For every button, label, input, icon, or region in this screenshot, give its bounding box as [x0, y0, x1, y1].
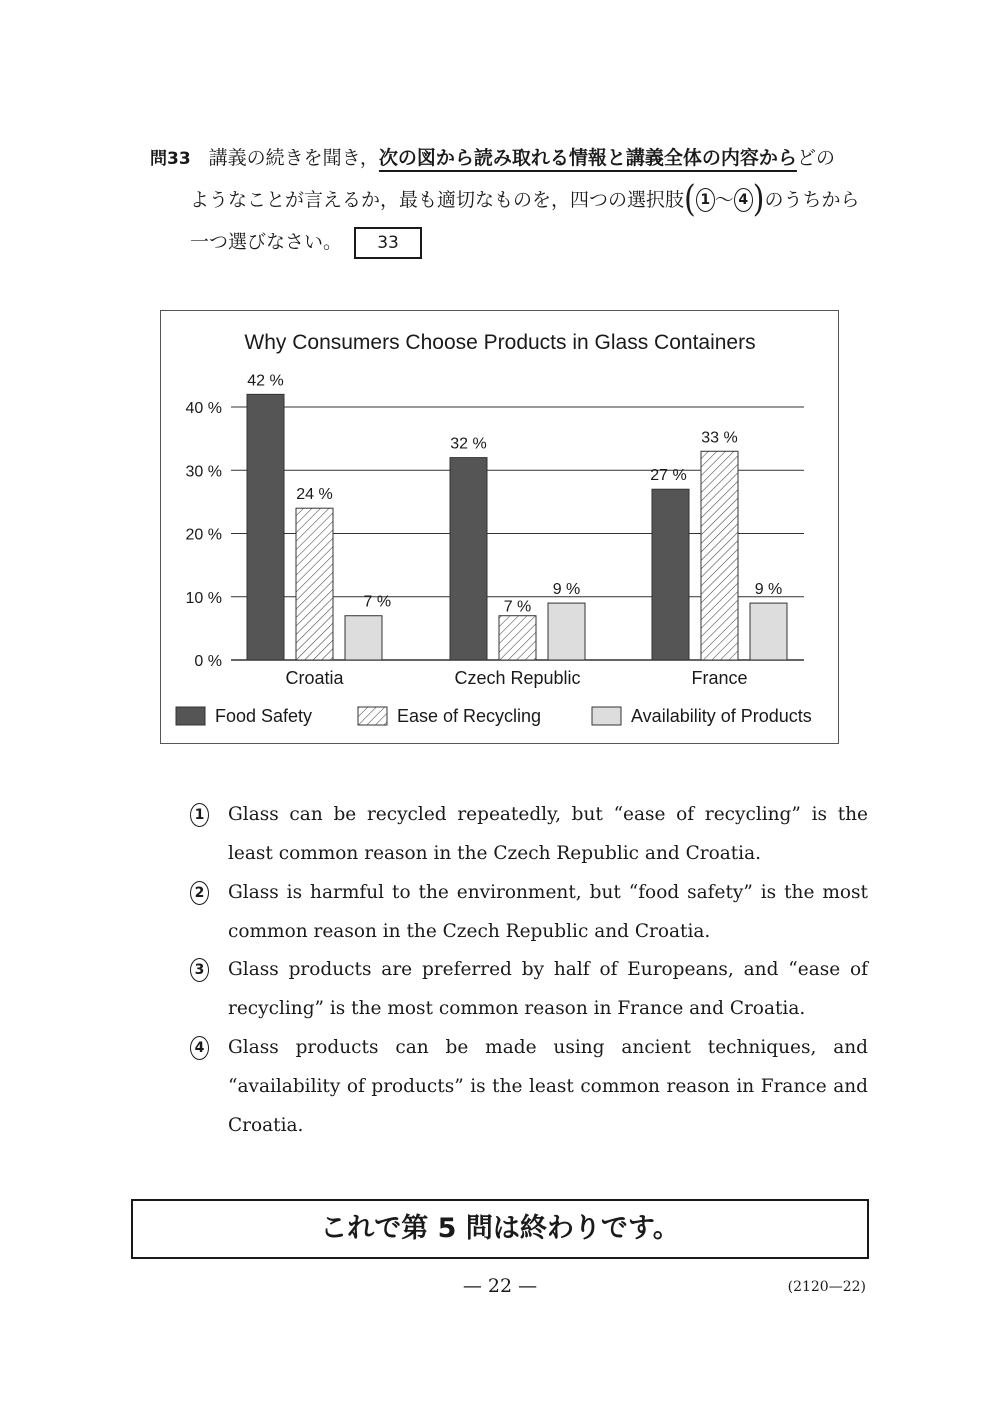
question-line-2 [190, 178, 860, 221]
x-category-label: France [691, 668, 748, 688]
bar [652, 489, 689, 660]
choice-1-text: Glass can be recycled repeatedly, but “ease of recycling” is the least common reason in the Czech Republic and Croatia. [228, 804, 868, 864]
legend-swatch [358, 707, 387, 725]
bar [548, 603, 585, 660]
question-line-3 [190, 226, 422, 258]
question-text-3: 一つ選びなさい。 [190, 231, 343, 253]
question-text-2: ようなことが言えるか，最も適切なものを，四つの選択肢 [190, 189, 685, 211]
end-notice: これで第 5 問は終わりです。 [131, 1199, 869, 1259]
bar [701, 451, 738, 660]
choice-4-circle-ref: 4 [734, 188, 753, 212]
y-tick-label: 20 % [185, 526, 222, 544]
question-emphasis: 次の図から読み取れる情報と講義全体の内容から [378, 147, 797, 169]
y-tick-label: 0 % [194, 653, 222, 670]
legend-swatch [592, 707, 621, 725]
question-text-1: 講義の続きを聞き， [208, 147, 379, 169]
legend-label: Ease of Recycling [397, 706, 542, 726]
bar [450, 458, 487, 660]
choice-1-number: 1 [190, 803, 209, 827]
data-label: 9 % [552, 581, 581, 599]
legend-label: Availability of Products [631, 706, 812, 726]
choice-3-text: Glass products are preferred by half of Europeans, and “ease of recycling” is the most common reason in France and Croatia. [228, 959, 868, 1019]
page-code: (2120—22) [787, 1279, 866, 1295]
x-category-label: Czech Republic [454, 668, 581, 688]
range-sep: 〜 [714, 189, 734, 211]
answer-number-box[interactable]: 33 [354, 227, 422, 259]
data-label: 7 % [363, 593, 392, 611]
choice-4-text: Glass products can be made using ancient techniques, and “availability of products” is the least common reason in France and Croatia. [228, 1037, 868, 1136]
y-tick-label: 10 % [185, 589, 222, 607]
paren-open: ( [684, 178, 696, 221]
data-label: 32 % [450, 435, 487, 453]
y-tick-label: 30 % [185, 463, 222, 481]
question-text-1b: どの [796, 147, 835, 169]
data-label: 42 % [247, 372, 284, 390]
page-number: — 22 — [462, 1275, 538, 1297]
legend-swatch [176, 707, 205, 725]
choice-1-circle-ref: 1 [696, 188, 715, 212]
bar [247, 394, 284, 660]
chart-frame [160, 310, 839, 744]
data-label: 33 % [701, 429, 738, 447]
bar [345, 616, 382, 660]
data-label: 24 % [296, 486, 333, 504]
choice-4-number: 4 [190, 1036, 209, 1060]
chart-title: Why Consumers Choose Products in Glass Containers [244, 331, 756, 354]
question-text-2b: のうちから [764, 189, 860, 211]
y-tick-label: 40 % [185, 400, 222, 417]
bar [499, 616, 536, 660]
question-line-1 [150, 142, 835, 174]
bar [750, 603, 787, 660]
data-label: 27 % [650, 467, 687, 485]
choice-2-text: Glass is harmful to the environment, but “food safety” is the most common reason in the Czech Republic and Croatia. [228, 882, 868, 942]
question-label: 問33 [150, 149, 191, 169]
data-label: 9 % [754, 581, 783, 599]
choice-2-number: 2 [190, 881, 209, 905]
paren-close: ) [752, 178, 765, 221]
choice-3-number: 3 [190, 958, 209, 982]
data-label: 7 % [503, 598, 532, 616]
x-category-label: Croatia [285, 668, 344, 688]
bar [296, 508, 333, 660]
bar-chart [161, 311, 838, 743]
legend-label: Food Safety [215, 706, 313, 726]
